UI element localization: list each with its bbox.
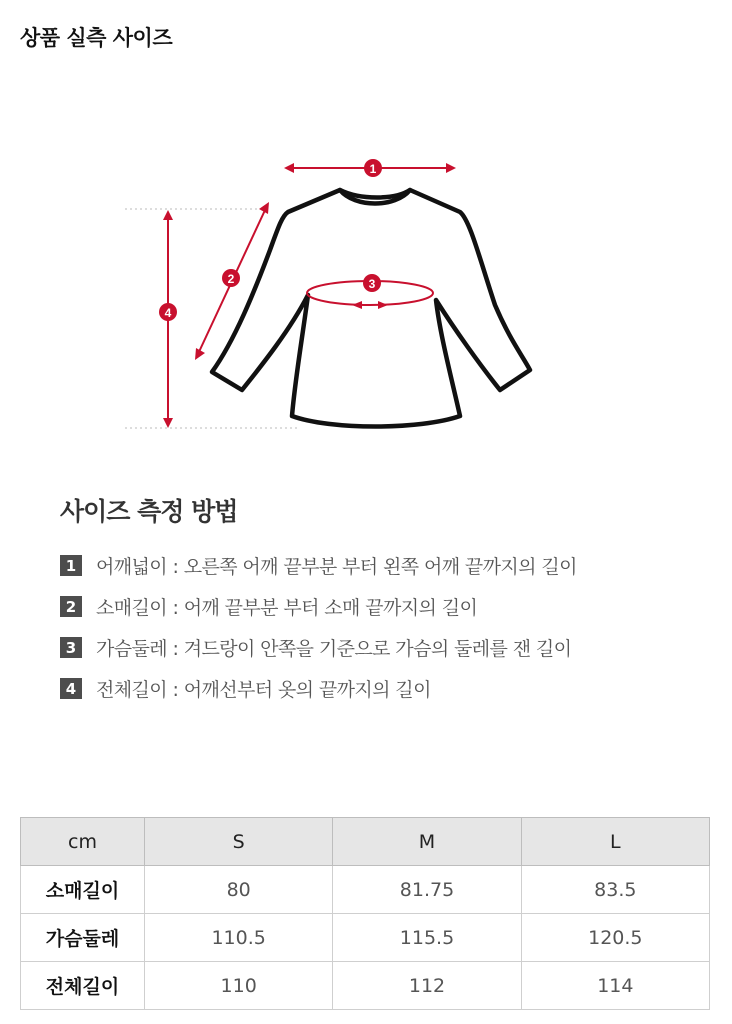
marker-1-label: 1 — [369, 162, 377, 176]
page-title: 상품 실측 사이즈 — [20, 26, 173, 50]
header-size-s: S — [145, 818, 333, 866]
marker-2-label: 2 — [227, 272, 235, 286]
table-cell: 110 — [145, 962, 333, 1010]
header-size-m: M — [333, 818, 521, 866]
table-cell: 114 — [521, 962, 709, 1010]
sweater-outline — [212, 190, 530, 427]
method-item — [60, 545, 577, 586]
number-badge: 1 — [60, 555, 82, 576]
method-text: 어깨넓이 : 오른쪽 어깨 끝부분 부터 왼쪽 어깨 끝까지의 길이 — [96, 556, 577, 578]
number-badge: 2 — [60, 596, 82, 617]
table-cell: 120.5 — [521, 914, 709, 962]
method-text: 가슴둘레 : 겨드랑이 안쪽을 기준으로 가슴의 둘레를 잰 길이 — [96, 638, 572, 660]
header-unit: cm — [21, 818, 145, 866]
method-item — [60, 586, 577, 627]
table-cell: 83.5 — [521, 866, 709, 914]
marker-4-length — [159, 210, 177, 428]
table-cell: 110.5 — [145, 914, 333, 962]
method-title: 사이즈 측정 방법 — [60, 497, 238, 526]
method-text: 소매길이 : 어깨 끝부분 부터 소매 끝까지의 길이 — [96, 597, 478, 619]
size-table — [20, 817, 710, 1010]
method-text: 전체길이 : 어깨선부터 옷의 끝까지의 길이 — [96, 679, 431, 701]
marker-3-label: 3 — [368, 277, 376, 291]
sweater-measurement-diagram — [0, 140, 732, 450]
table-cell: 112 — [333, 962, 521, 1010]
table-cell: 80 — [145, 866, 333, 914]
table-row — [21, 962, 710, 1010]
method-item — [60, 627, 577, 668]
marker-1-shoulder — [284, 159, 456, 177]
table-row — [21, 914, 710, 962]
table-header-row — [21, 818, 710, 866]
table-cell: 115.5 — [333, 914, 521, 962]
method-item — [60, 668, 577, 709]
table-cell: 81.75 — [333, 866, 521, 914]
number-badge: 3 — [60, 637, 82, 658]
marker-4-label: 4 — [164, 306, 172, 320]
row-label: 가슴둘레 — [21, 914, 145, 962]
table-row — [21, 866, 710, 914]
row-label: 전체길이 — [21, 962, 145, 1010]
row-label: 소매길이 — [21, 866, 145, 914]
method-list — [60, 545, 577, 709]
header-size-l: L — [521, 818, 709, 866]
number-badge: 4 — [60, 678, 82, 699]
